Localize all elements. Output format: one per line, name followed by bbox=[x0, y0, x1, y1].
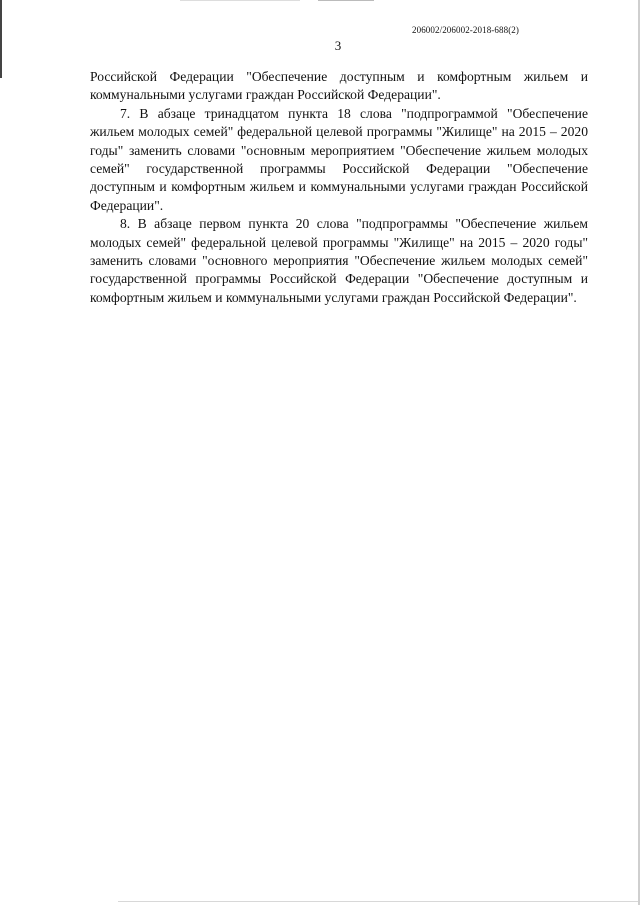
document-number: 206002/206002-2018-688(2) bbox=[412, 25, 519, 35]
paragraph-item-7: 7. В абзаце тринадцатом пункта 18 слова "подпрограммой "Обеспечение жильем молодых семей" федеральной целевой программы "Жилище" на 2015 – 2020 годы" заменить словами "основным мероприятием "Обеспечение жильем молодых семей" государственной программы Российской Федерации "Обеспечение доступным и комфортным жильем и коммунальными услугами граждан Российской Федерации". bbox=[90, 105, 588, 213]
paragraph-continuation: Российской Федерации "Обеспечение доступным и комфортным жильем и коммунальными услугами граждан Российской Федерации". bbox=[90, 69, 588, 103]
scan-edge-bottom bbox=[118, 901, 638, 902]
document-body bbox=[90, 68, 588, 307]
scan-mark-top bbox=[318, 0, 374, 1]
page-number: 3 bbox=[334, 38, 342, 53]
scan-mark-top bbox=[180, 0, 300, 1]
paragraph-item-8: 8. В абзаце первом пункта 20 слова "подпрограммы "Обеспечение жильем молодых семей" федеральной целевой программы "Жилище" на 2015 – 2020 годы" заменить словами "основного мероприятия "Обеспечение жильем молодых семей" государственной программы Российской Федерации "Обеспечение доступным и комфортным жильем и коммунальными услугами граждан Российской Федерации". bbox=[90, 216, 588, 305]
